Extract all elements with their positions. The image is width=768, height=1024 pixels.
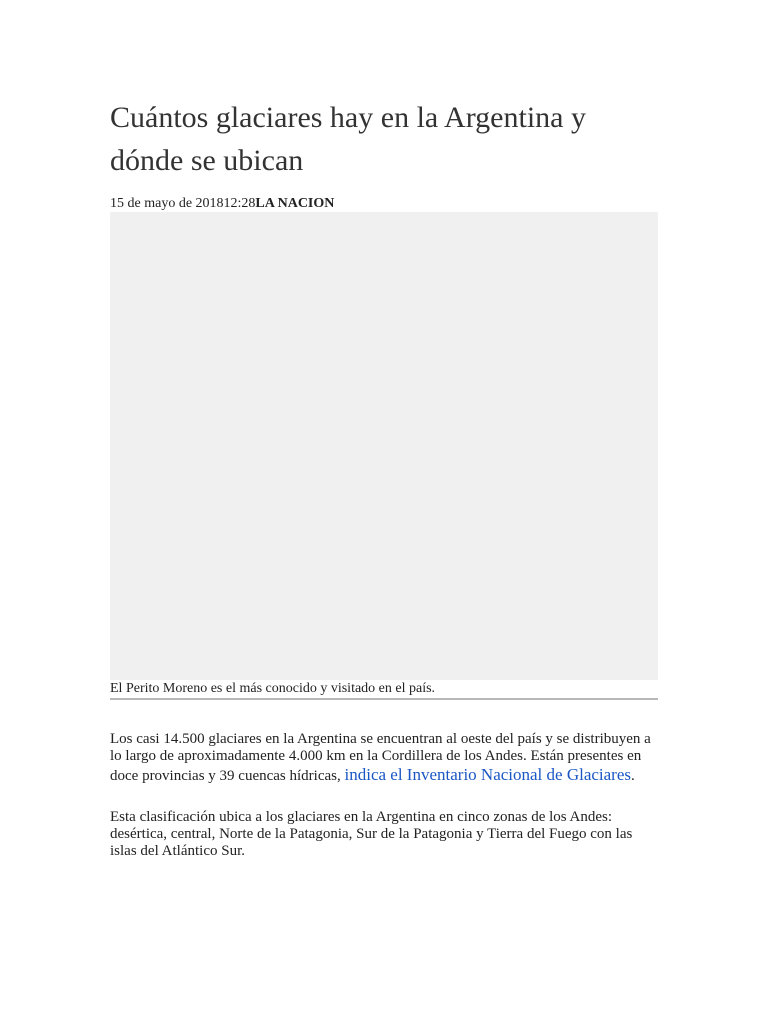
paragraph-1-end: . [631, 768, 635, 784]
article-paragraph-1 [110, 731, 658, 785]
inventario-glaciares-link[interactable]: indica el Inventario Nacional de Glaciares [344, 765, 632, 784]
article-paragraph-2: Esta clasificación ubica a los glaciares en la Argentina en cinco zonas de los Andes: desértica, central, Norte de la Patagonia, Sur de la Patagonia y Tierra del Fuego con las islas del Atlántico Sur. [110, 809, 633, 859]
article-time: 12:28 [223, 196, 256, 211]
article-source: LA NACION [255, 196, 335, 211]
paragraph-1-text: Los casi 14.500 glaciares en la Argentina se encuentran al oeste del país y se distribuyen a lo largo de aproximadamente 4.000 km en la Cordillera de los Andes. Están presentes en doce provincias y 39 cuencas hídricas, [110, 731, 651, 784]
article-date: 15 de mayo de 2018 [110, 196, 224, 211]
article-image [110, 212, 658, 680]
article-title: Cuántos glaciares hay en la Argentina y dónde se ubican [110, 101, 586, 177]
article-meta [110, 196, 658, 212]
article [110, 96, 658, 860]
image-caption: El Perito Moreno es el más conocido y visitado en el país. [110, 680, 658, 700]
